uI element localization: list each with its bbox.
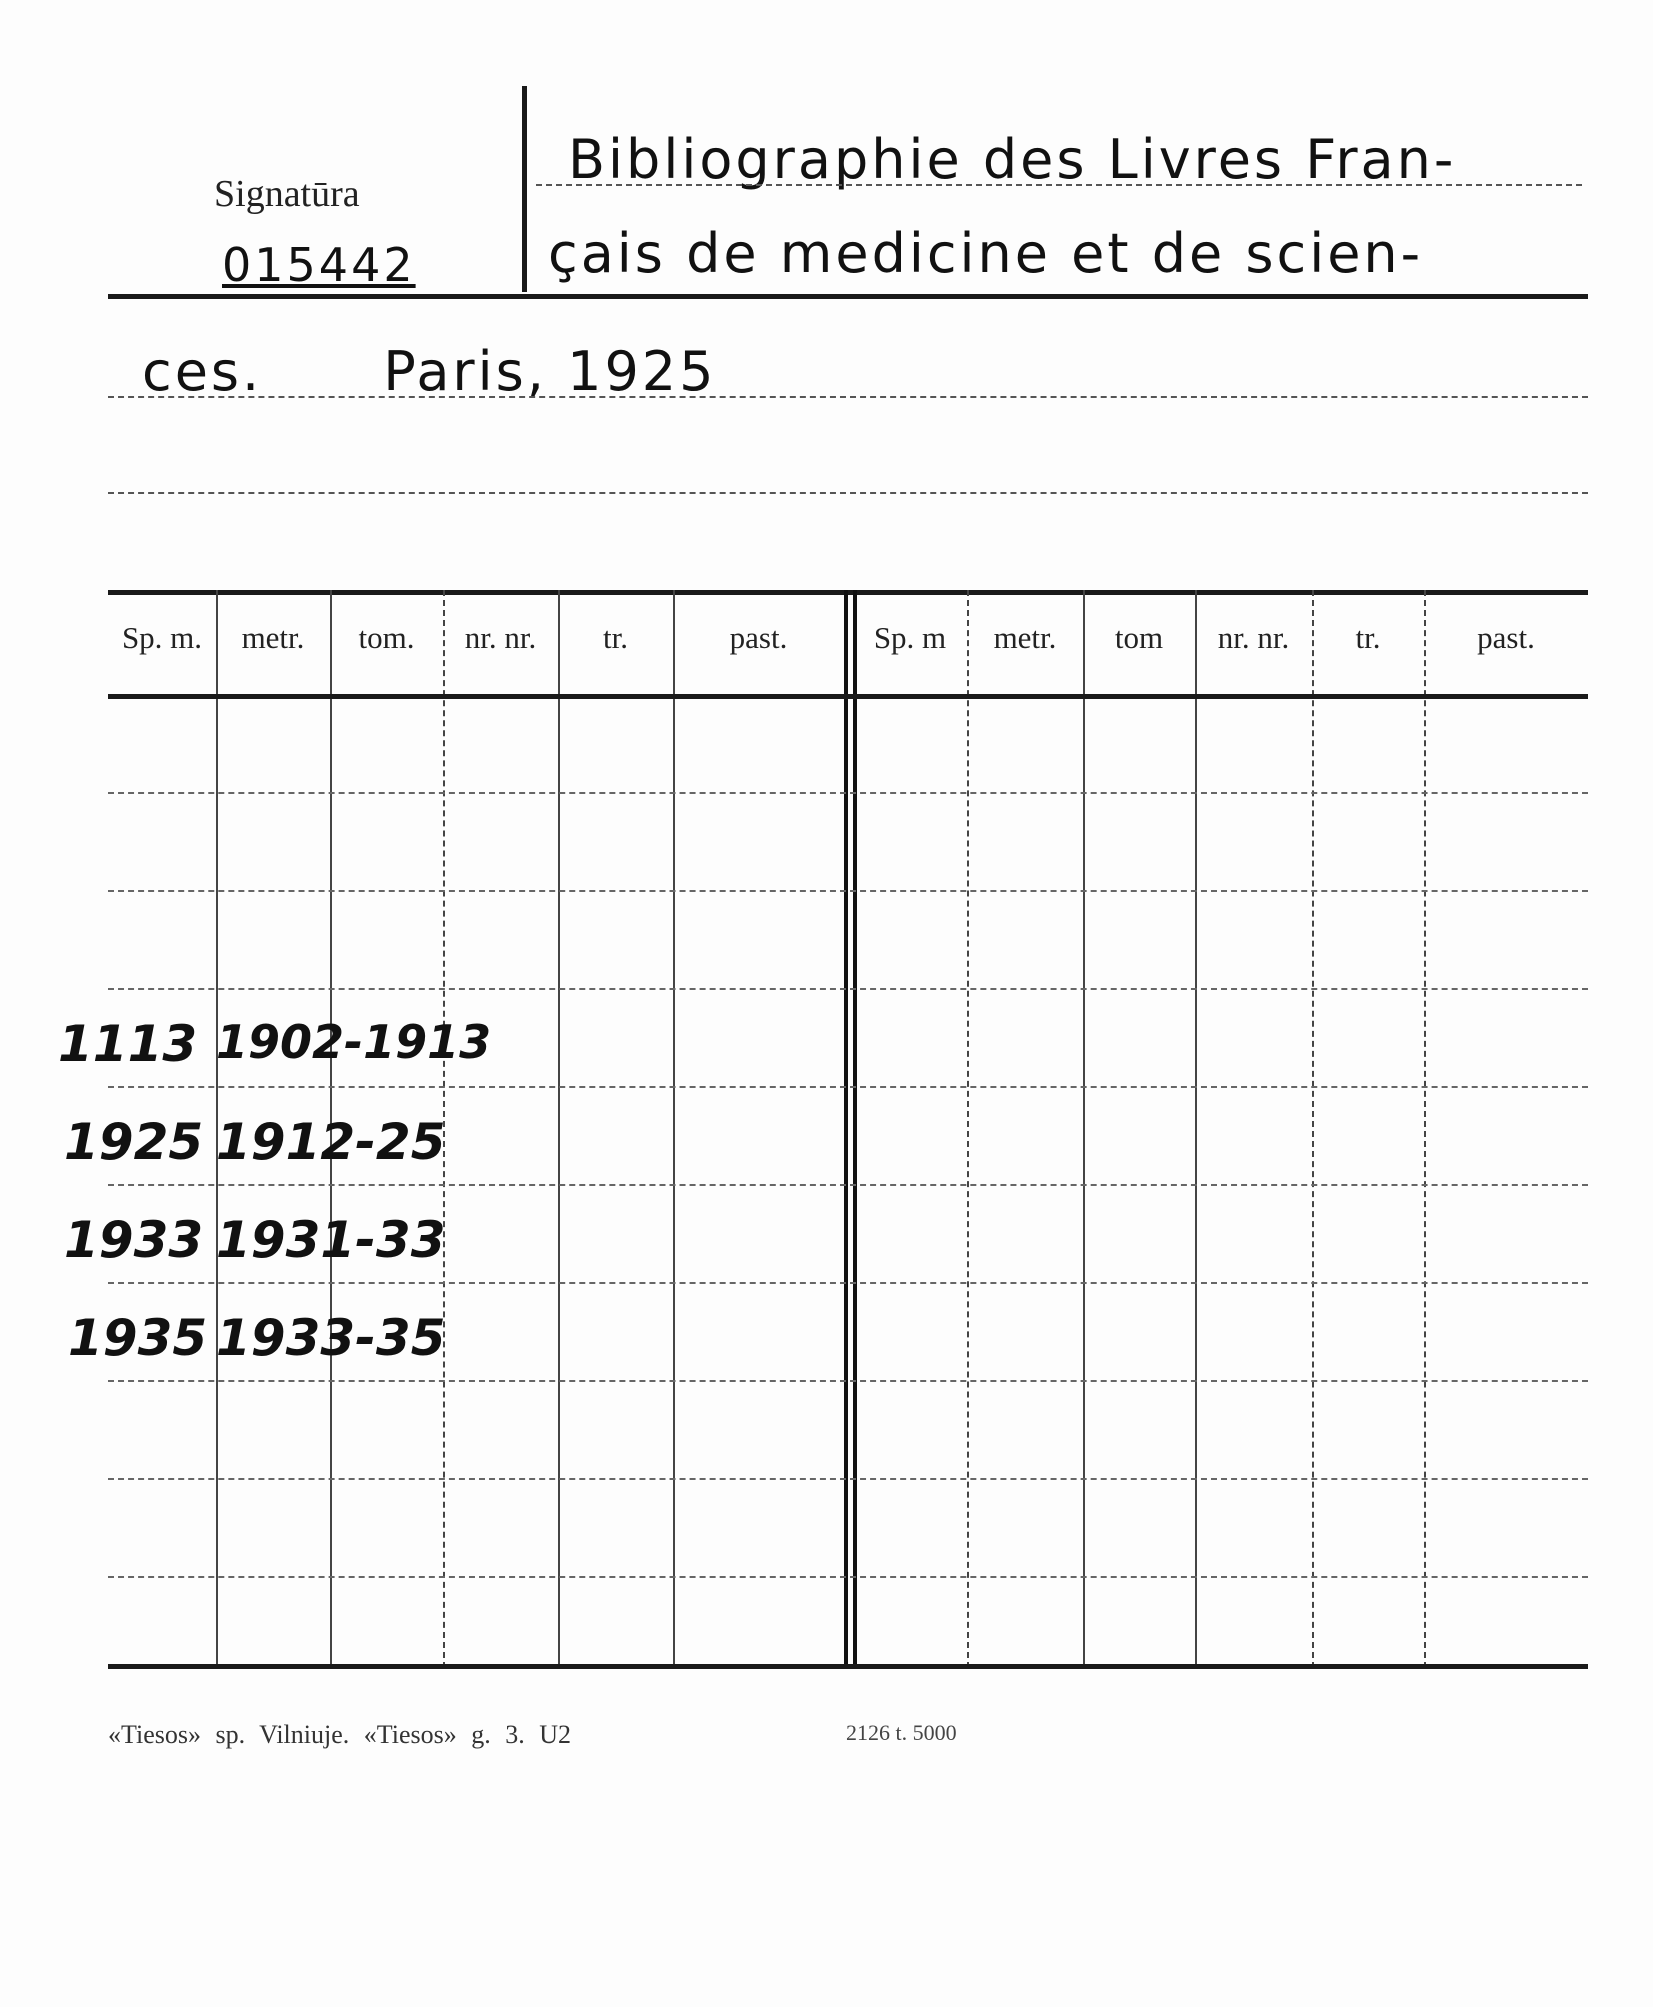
- col-header-sp-m: Sp. m.: [121, 620, 203, 655]
- col-header-nr-nr: nr. nr.: [464, 620, 537, 655]
- title-rule-1: [536, 184, 1582, 186]
- header-divider: [522, 86, 527, 292]
- row-7-metr: 1933-35: [216, 1309, 446, 1367]
- row-rule: [108, 1576, 1588, 1578]
- row-rule: [108, 890, 1588, 892]
- col-line-4: [558, 590, 560, 1668]
- table-bottom-rule: [108, 1664, 1588, 1669]
- col-line-11: [1424, 590, 1426, 1668]
- col-header-tr: tr.: [603, 620, 628, 655]
- row-5-sp-m: 1925: [64, 1113, 204, 1171]
- imprint: «Tiesos» sp. Vilniuje. «Tiesos» g. 3. U2: [108, 1720, 572, 1749]
- row-rule: [108, 1086, 1588, 1088]
- col-line-9: [1195, 590, 1197, 1668]
- row-rule: [108, 988, 1588, 990]
- row-rule: [108, 1478, 1588, 1480]
- row-4-sp-m: 1113: [58, 1015, 198, 1073]
- col-header-past-2: past.: [1477, 620, 1535, 655]
- title-line-3: ces. Paris, 1925: [142, 340, 717, 403]
- row-7-sp-m: 1935: [68, 1309, 208, 1367]
- row-4-metr: 1902-1913: [216, 1015, 492, 1069]
- col-header-metr: metr.: [241, 620, 305, 655]
- col-header-nr-nr-2: nr. nr.: [1217, 620, 1290, 655]
- row-6-sp-m: 1933: [64, 1211, 204, 1269]
- col-header-sp-m-2: Sp. m: [873, 620, 947, 655]
- holdings-table: [58, 590, 1588, 1668]
- col-line-10: [1312, 590, 1314, 1668]
- print-run: 2126 t. 5000: [846, 1720, 957, 1745]
- col-header-past: past.: [729, 620, 788, 655]
- col-line-5: [673, 590, 675, 1668]
- title-line-1: Bibliographie des Livres Fran-: [568, 128, 1457, 191]
- header-rule: [108, 294, 1588, 299]
- col-header-tom-2: tom: [1114, 620, 1164, 655]
- row-6-metr: 1931-33: [216, 1211, 446, 1269]
- col-header-metr-2: metr.: [993, 620, 1057, 655]
- row-rule: [108, 1282, 1588, 1284]
- col-header-tr-2: tr.: [1355, 620, 1381, 655]
- col-line-mid-b: [853, 590, 857, 1668]
- col-line-7: [967, 590, 969, 1668]
- blank-rule: [108, 492, 1588, 494]
- signatura-value: 015442: [222, 238, 416, 292]
- header-bottom-rule: [108, 694, 1588, 699]
- col-line-8: [1083, 590, 1085, 1668]
- col-header-tom: tom.: [358, 620, 415, 655]
- col-line-mid-a: [844, 590, 848, 1668]
- title-line-2: çais de medicine et de scien-: [548, 222, 1424, 285]
- row-rule: [108, 1184, 1588, 1186]
- signatura-label: Signatūra: [214, 173, 360, 215]
- row-5-metr: 1912-25: [216, 1113, 446, 1171]
- title-rule-3: [108, 396, 1588, 398]
- row-rule: [108, 1380, 1588, 1382]
- row-rule: [108, 792, 1588, 794]
